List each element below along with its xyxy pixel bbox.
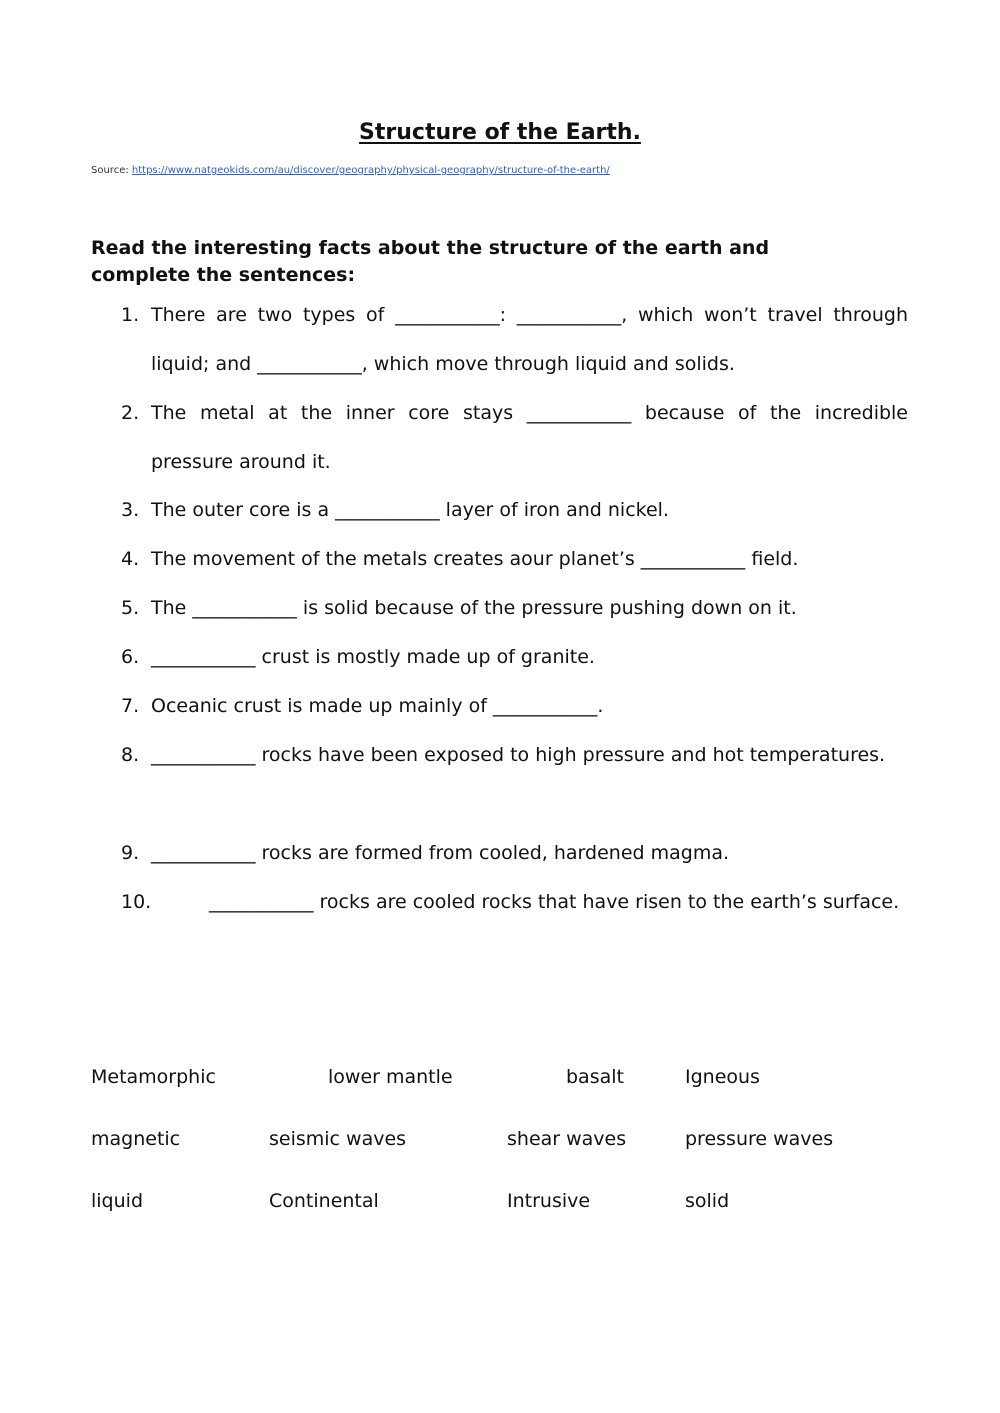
word-bank-item: magnetic: [91, 1128, 181, 1150]
instructions: Read the interesting facts about the structure of the earth and complete the sentences:: [91, 237, 770, 286]
question-text: ___________ rocks have been exposed to high pressure and hot temperatures.: [151, 744, 886, 766]
word-bank-item: shear waves: [507, 1128, 627, 1150]
question-10: [121, 878, 908, 927]
question-2: [121, 389, 908, 486]
word-bank-item: pressure waves: [685, 1128, 834, 1150]
question-number: 3.: [121, 499, 140, 521]
question-text: The outer core is a ___________ layer of iron and nickel.: [151, 499, 669, 521]
question-number: 4.: [121, 548, 140, 570]
question-4: [121, 535, 908, 584]
question-number: 1.: [121, 304, 140, 326]
question-3: [121, 486, 908, 535]
worksheet-title: Structure of the Earth.: [359, 120, 641, 145]
question-number: 5.: [121, 597, 140, 619]
question-text: The movement of the metals creates aour planet’s ___________ field.: [151, 548, 799, 570]
word-bank-item: lower mantle: [328, 1066, 453, 1088]
question-text: ___________ rocks are formed from cooled, hardened magma.: [151, 842, 730, 864]
source-label: Source:: [91, 165, 129, 176]
question-6: [121, 633, 908, 682]
question-text: ___________ rocks are cooled rocks that have risen to the earth’s surface.: [209, 891, 900, 913]
word-bank-item: Metamorphic: [91, 1066, 216, 1088]
question-number: 2.: [121, 402, 140, 424]
question-7: [121, 682, 908, 731]
question-number: 9.: [121, 842, 140, 864]
question-text: Oceanic crust is made up mainly of ___________.: [151, 695, 604, 717]
word-bank-item: Continental: [269, 1190, 379, 1212]
source-link[interactable]: https://www.natgeokids.com/au/discover/geography/physical-geography/structure-of-the-earth/: [131, 165, 610, 176]
question-8: [121, 731, 908, 780]
question-1: [121, 291, 908, 388]
question-text: There are two types of ___________: ___________, which won’t travel through liquid; and ___________, which move through liquid and solids.: [151, 304, 908, 375]
word-bank-item: solid: [685, 1190, 730, 1212]
question-text: The ___________ is solid because of the pressure pushing down on it.: [151, 597, 797, 619]
word-bank-item: basalt: [566, 1066, 624, 1088]
word-bank-item: Igneous: [685, 1066, 760, 1088]
word-bank-item: liquid: [91, 1190, 143, 1212]
source-line: [91, 165, 610, 176]
question-number: 6.: [121, 646, 140, 668]
question-number: 10.: [121, 891, 152, 913]
question-number: 8.: [121, 744, 140, 766]
question-number: 7.: [121, 695, 140, 717]
question-text: The metal at the inner core stays ___________ because of the incredible pressure around it.: [151, 402, 908, 473]
question-5: [121, 584, 908, 633]
question-9: [121, 829, 908, 878]
question-text: ___________ crust is mostly made up of granite.: [151, 646, 595, 668]
word-bank-item: seismic waves: [269, 1128, 407, 1150]
word-bank-item: Intrusive: [507, 1190, 591, 1212]
